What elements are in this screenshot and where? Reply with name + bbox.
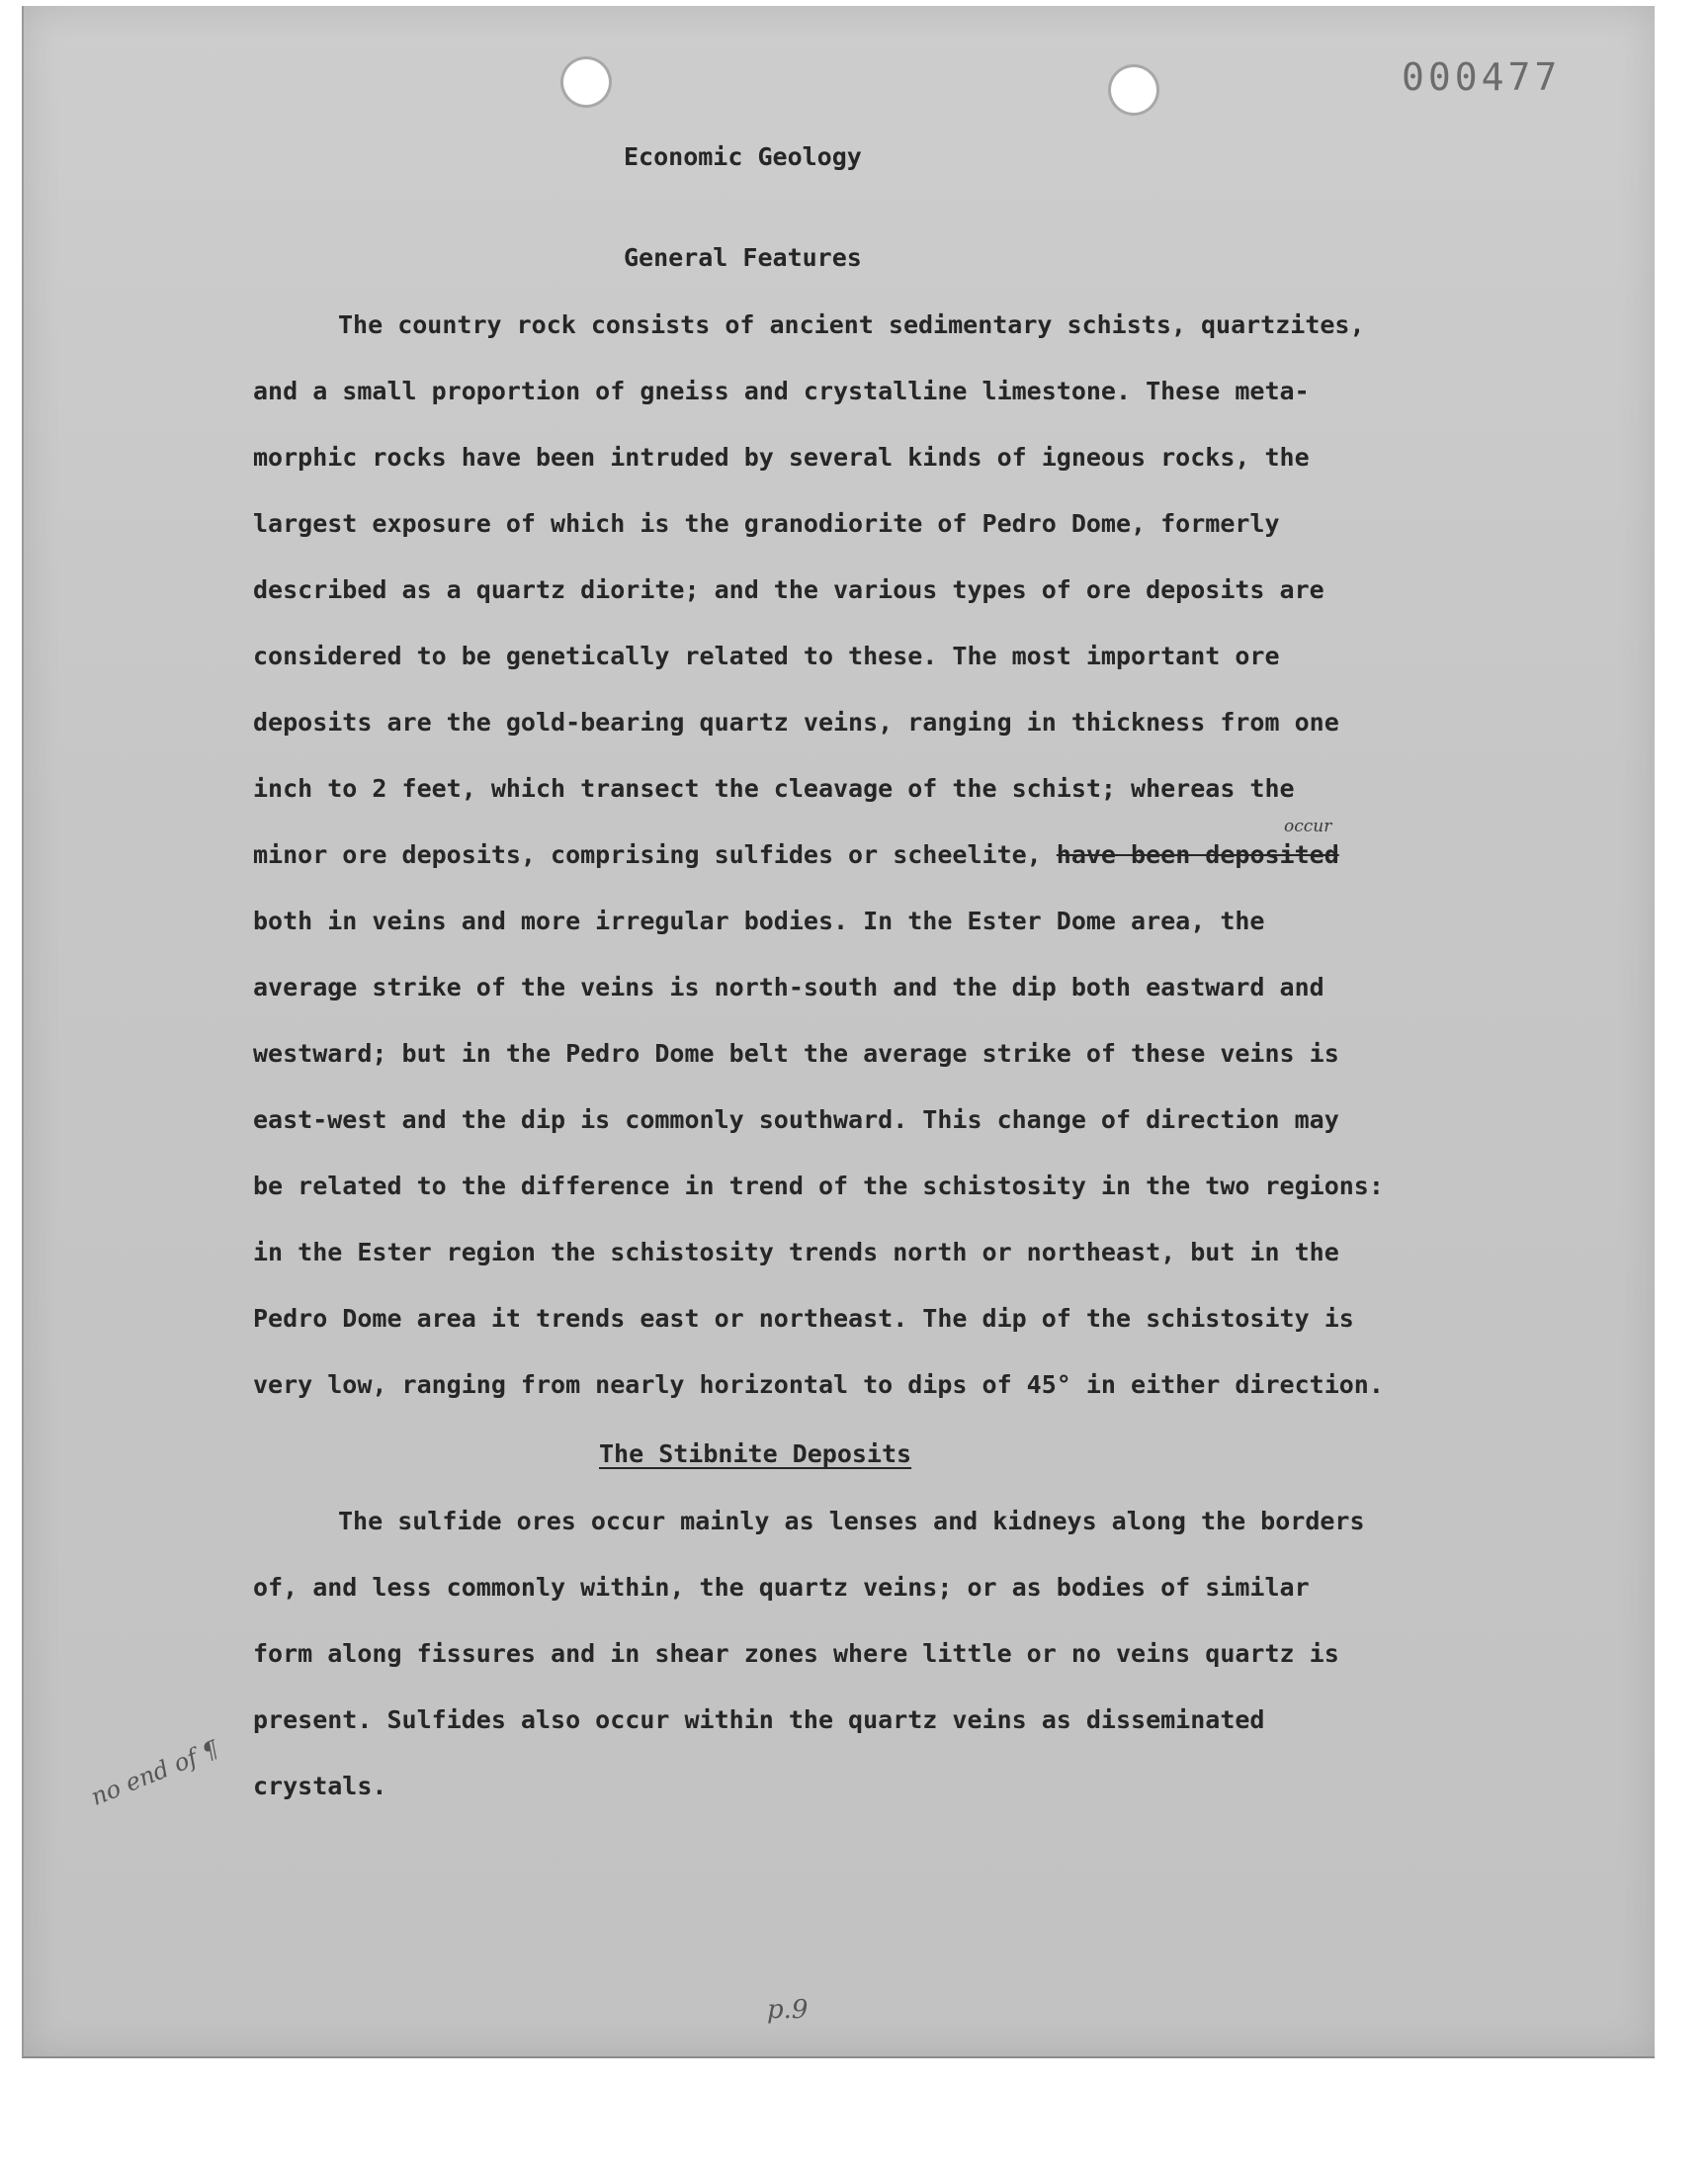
text-line: considered to be genetically related to these. The most important ore [253, 642, 1280, 670]
text-line: Pedro Dome area it trends east or northeast. The dip of the schistosity is [253, 1304, 1354, 1333]
handwritten-page-number: p.9 [767, 1995, 809, 2025]
text-line: largest exposure of which is the granodiorite of Pedro Dome, formerly [253, 509, 1280, 538]
text-line: be related to the difference in trend of the schistosity in the two regions: [253, 1172, 1384, 1200]
punch-hole-right [1111, 67, 1156, 113]
text-line: form along fissures and in shear zones where little or no veins quartz is [253, 1639, 1339, 1668]
text-line [253, 840, 1339, 869]
text-line: both in veins and more irregular bodies. In the Ester Dome area, the [253, 907, 1265, 935]
struck-text: have been deposited [1056, 840, 1339, 869]
stamp-number: 000477 [1402, 55, 1562, 99]
document-page [22, 6, 1655, 2058]
text-line: present. Sulfides also occur within the quartz veins as disseminated [253, 1705, 1265, 1734]
text-line: in the Ester region the schistosity trends north or northeast, but in the [253, 1238, 1339, 1266]
text-line: The country rock consists of ancient sedimentary schists, quartzites, [338, 310, 1365, 339]
handwritten-margin-note: no end of ¶ [87, 1734, 222, 1811]
section-heading-stibnite-deposits: The Stibnite Deposits [599, 1439, 912, 1468]
text-line: of, and less commonly within, the quartz veins; or as bodies of similar [253, 1573, 1310, 1602]
text-line: average strike of the veins is north-south and the dip both eastward and [253, 973, 1324, 1001]
text-line: The sulfide ores occur mainly as lenses and kidneys along the borders [338, 1507, 1365, 1535]
text-line: very low, ranging from nearly horizontal to dips of 45° in either direction. [253, 1370, 1384, 1399]
text-line: inch to 2 feet, which transect the cleavage of the schist; whereas the [253, 774, 1295, 803]
section-heading-general-features: General Features [624, 243, 862, 272]
text-line: morphic rocks have been intruded by several kinds of igneous rocks, the [253, 443, 1310, 472]
text-line: and a small proportion of gneiss and crystalline limestone. These meta- [253, 377, 1310, 405]
page-title: Economic Geology [624, 142, 862, 171]
handwritten-insert: occur [1284, 817, 1332, 836]
punch-hole-left [563, 59, 609, 105]
text-line: westward; but in the Pedro Dome belt the average strike of these veins is [253, 1039, 1339, 1068]
text-line-start: minor ore deposits, comprising sulfides or scheelite, [253, 840, 1042, 869]
text-line: crystals. [253, 1772, 387, 1800]
text-line: deposits are the gold-bearing quartz veins, ranging in thickness from one [253, 708, 1339, 737]
text-line: described as a quartz diorite; and the various types of ore deposits are [253, 575, 1324, 604]
text-line: east-west and the dip is commonly southward. This change of direction may [253, 1105, 1339, 1134]
